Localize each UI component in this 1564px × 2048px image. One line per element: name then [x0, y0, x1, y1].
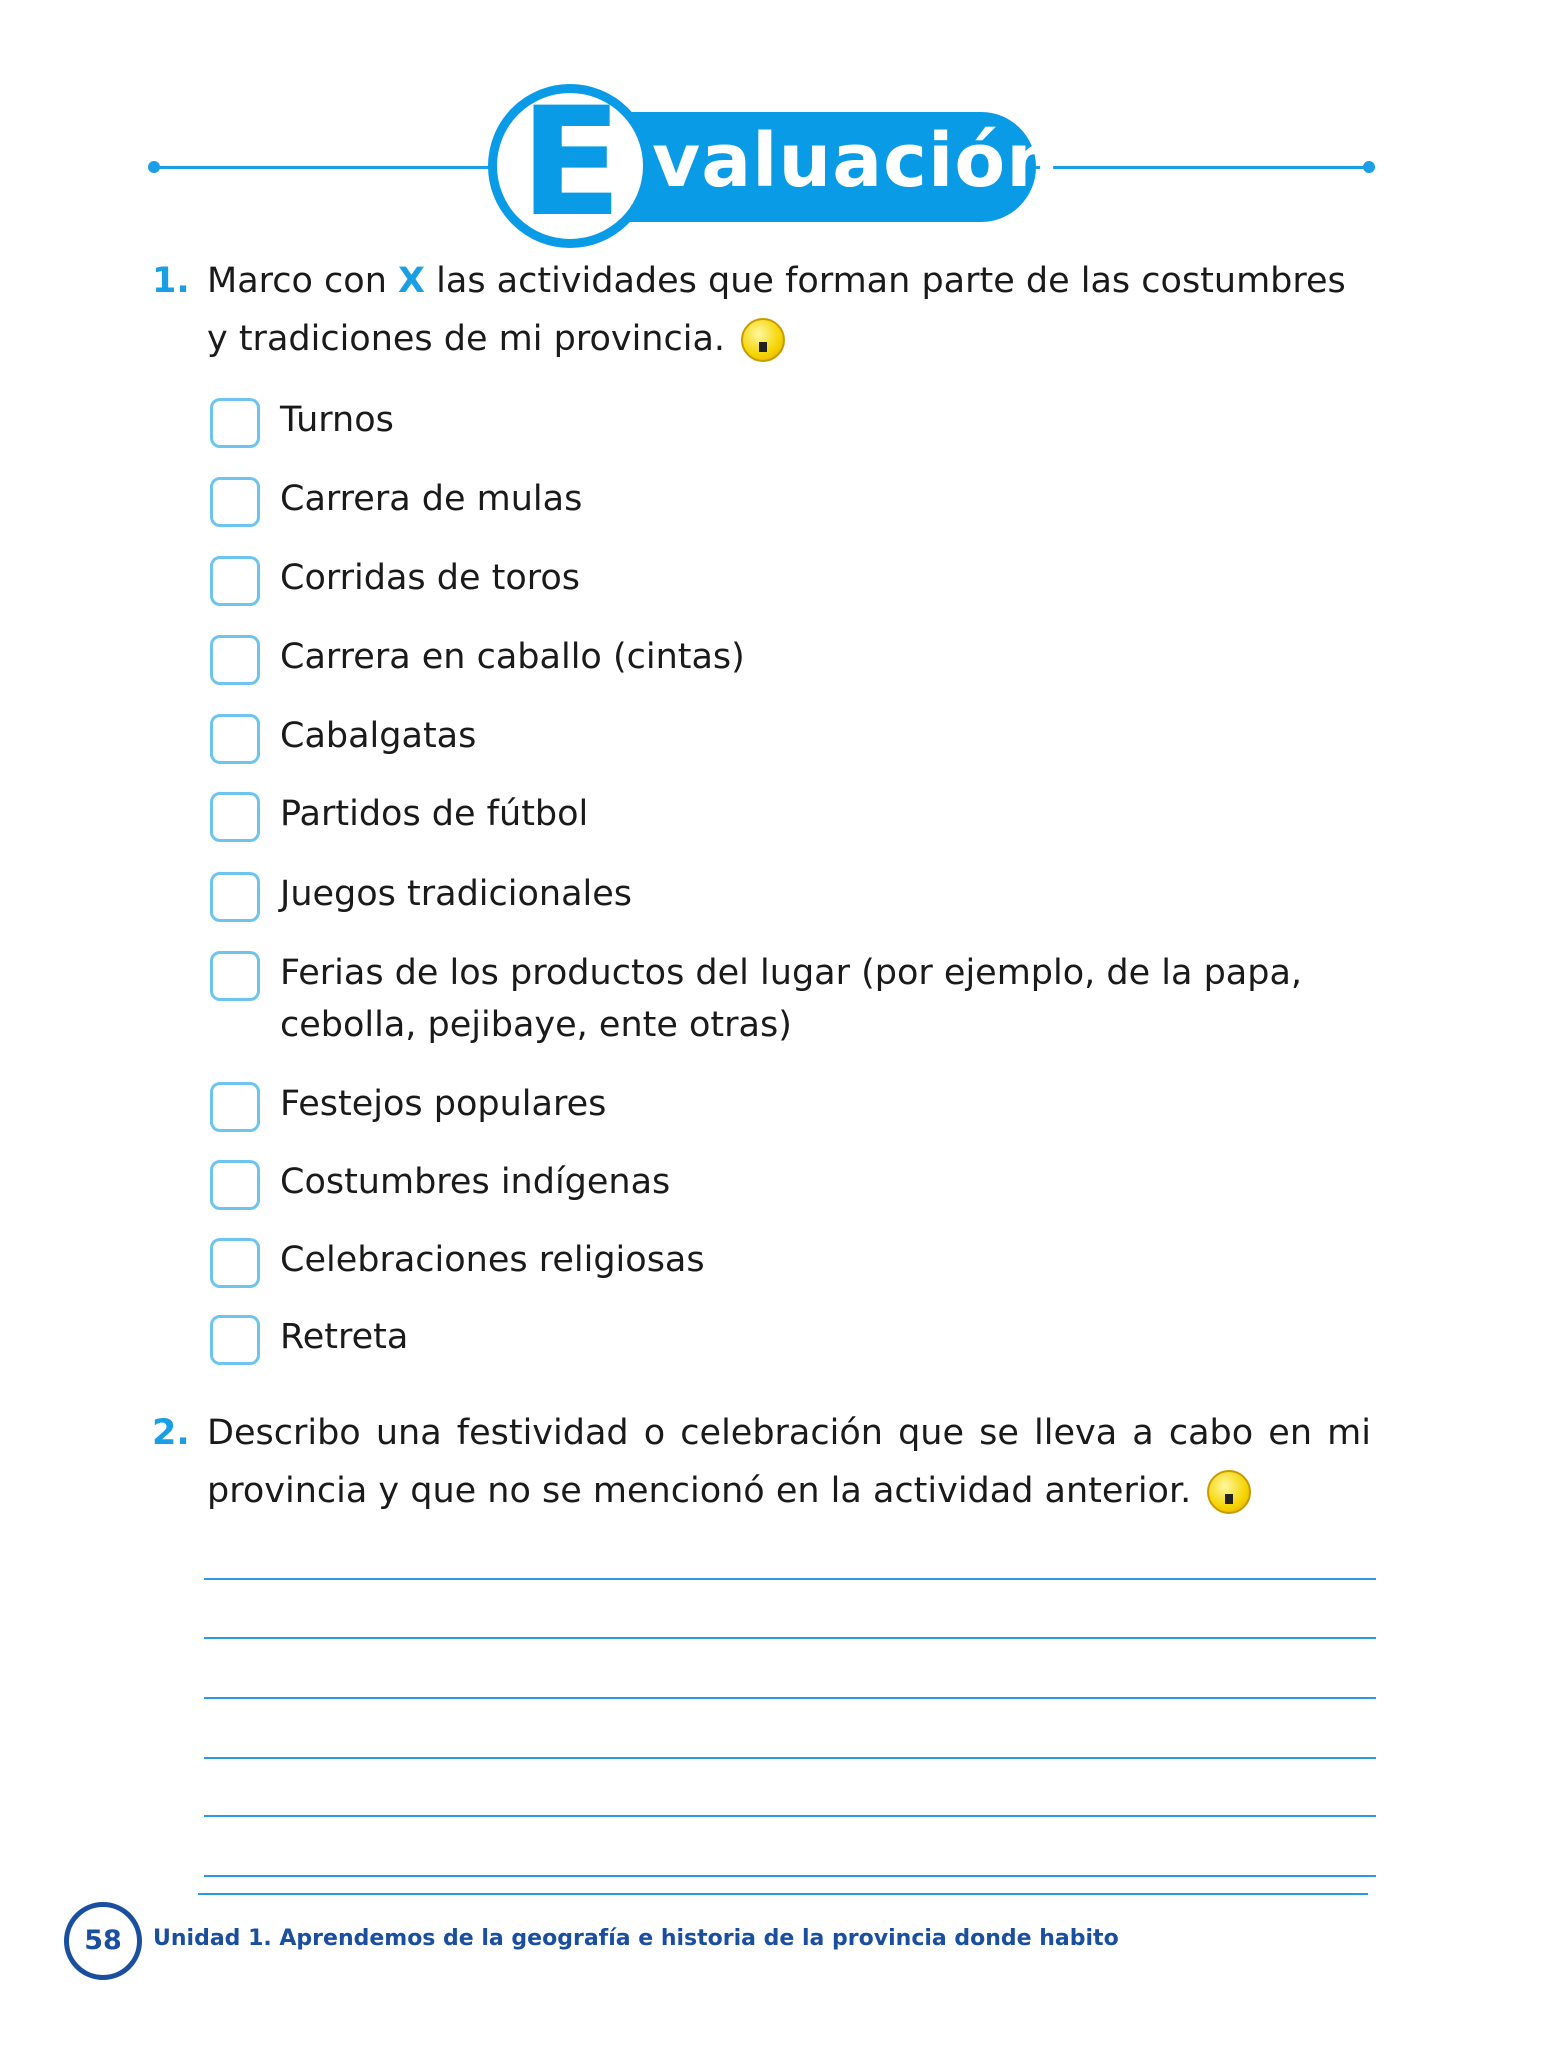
option-item [210, 556, 580, 606]
option-label: Corridas de toros [280, 558, 581, 598]
question-2-text-line2 [207, 1462, 1251, 1520]
checkbox[interactable] [210, 477, 260, 527]
checkbox[interactable] [210, 556, 260, 606]
page-number: 58 [64, 1902, 142, 1980]
answer-line[interactable] [204, 1637, 1376, 1639]
option-label: Ferias de los productos del lugar (por ejemplo, de la papa, cebolla, pejibaye, ente otras) [280, 953, 1303, 1045]
answer-line[interactable] [198, 1893, 1368, 1895]
option-item [210, 714, 476, 764]
option-label: Celebraciones religiosas [280, 1240, 705, 1280]
option-label: Carrera en caballo (cintas) [280, 637, 745, 677]
checkbox[interactable] [210, 872, 260, 922]
question-2-text: Describo una festividad o celebración que se lleva a cabo en mi [207, 1413, 1371, 1453]
question-1-number: 1. [152, 261, 190, 301]
checkbox[interactable] [210, 714, 260, 764]
header-line-right [1030, 166, 1370, 169]
lightbulb-icon [741, 318, 785, 362]
option-item [210, 477, 582, 527]
answer-line[interactable] [204, 1815, 1376, 1817]
option-item [210, 951, 1302, 1051]
option-label: Costumbres indígenas [280, 1162, 671, 1202]
checkbox[interactable] [210, 1315, 260, 1365]
option-label: Turnos [280, 400, 394, 440]
answer-line[interactable] [204, 1757, 1376, 1759]
unit-title: Unidad 1. Aprendemos de la geografía e historia de la provincia donde habito [153, 1926, 1119, 1951]
option-label: Retreta [280, 1317, 409, 1357]
option-item [210, 1160, 670, 1210]
q1-text-b: las actividades que forman parte de las costumbres [425, 261, 1346, 301]
answer-line[interactable] [204, 1578, 1376, 1580]
option-item [210, 398, 394, 448]
option-item [210, 1082, 606, 1132]
option-label: Cabalgatas [280, 716, 477, 756]
option-item [210, 792, 588, 842]
checkbox[interactable] [210, 1160, 260, 1210]
option-item [210, 872, 632, 922]
question-1-text-line2 [207, 310, 785, 368]
header-line-dot-right [1363, 161, 1375, 173]
option-label: Partidos de fútbol [280, 794, 589, 834]
q1-text-a: Marco con [207, 261, 399, 301]
question-1-text [207, 252, 1346, 310]
checkbox[interactable] [210, 1238, 260, 1288]
q2-line2: provincia y que no se mencionó en la actividad anterior. [207, 1471, 1192, 1511]
header-line-left [154, 166, 504, 169]
q1-line2: y tradiciones de mi provincia. [207, 319, 726, 359]
lightbulb-icon [1207, 1470, 1251, 1514]
answer-line[interactable] [204, 1875, 1376, 1877]
checkbox[interactable] [210, 635, 260, 685]
title-initial: E [519, 76, 623, 250]
title-text: valuación [652, 118, 1060, 204]
option-label: Juegos tradicionales [280, 874, 633, 914]
question-2-number: 2. [152, 1413, 190, 1453]
checkbox[interactable] [210, 398, 260, 448]
answer-line[interactable] [204, 1697, 1376, 1699]
checkbox[interactable] [210, 951, 260, 1001]
option-item [210, 635, 745, 685]
option-item [210, 1315, 408, 1365]
checkbox[interactable] [210, 792, 260, 842]
q1-mark-x: X [398, 261, 426, 301]
option-label: Carrera de mulas [280, 479, 583, 519]
checkbox[interactable] [210, 1082, 260, 1132]
option-label: Festejos populares [280, 1084, 607, 1124]
option-item [210, 1238, 705, 1288]
